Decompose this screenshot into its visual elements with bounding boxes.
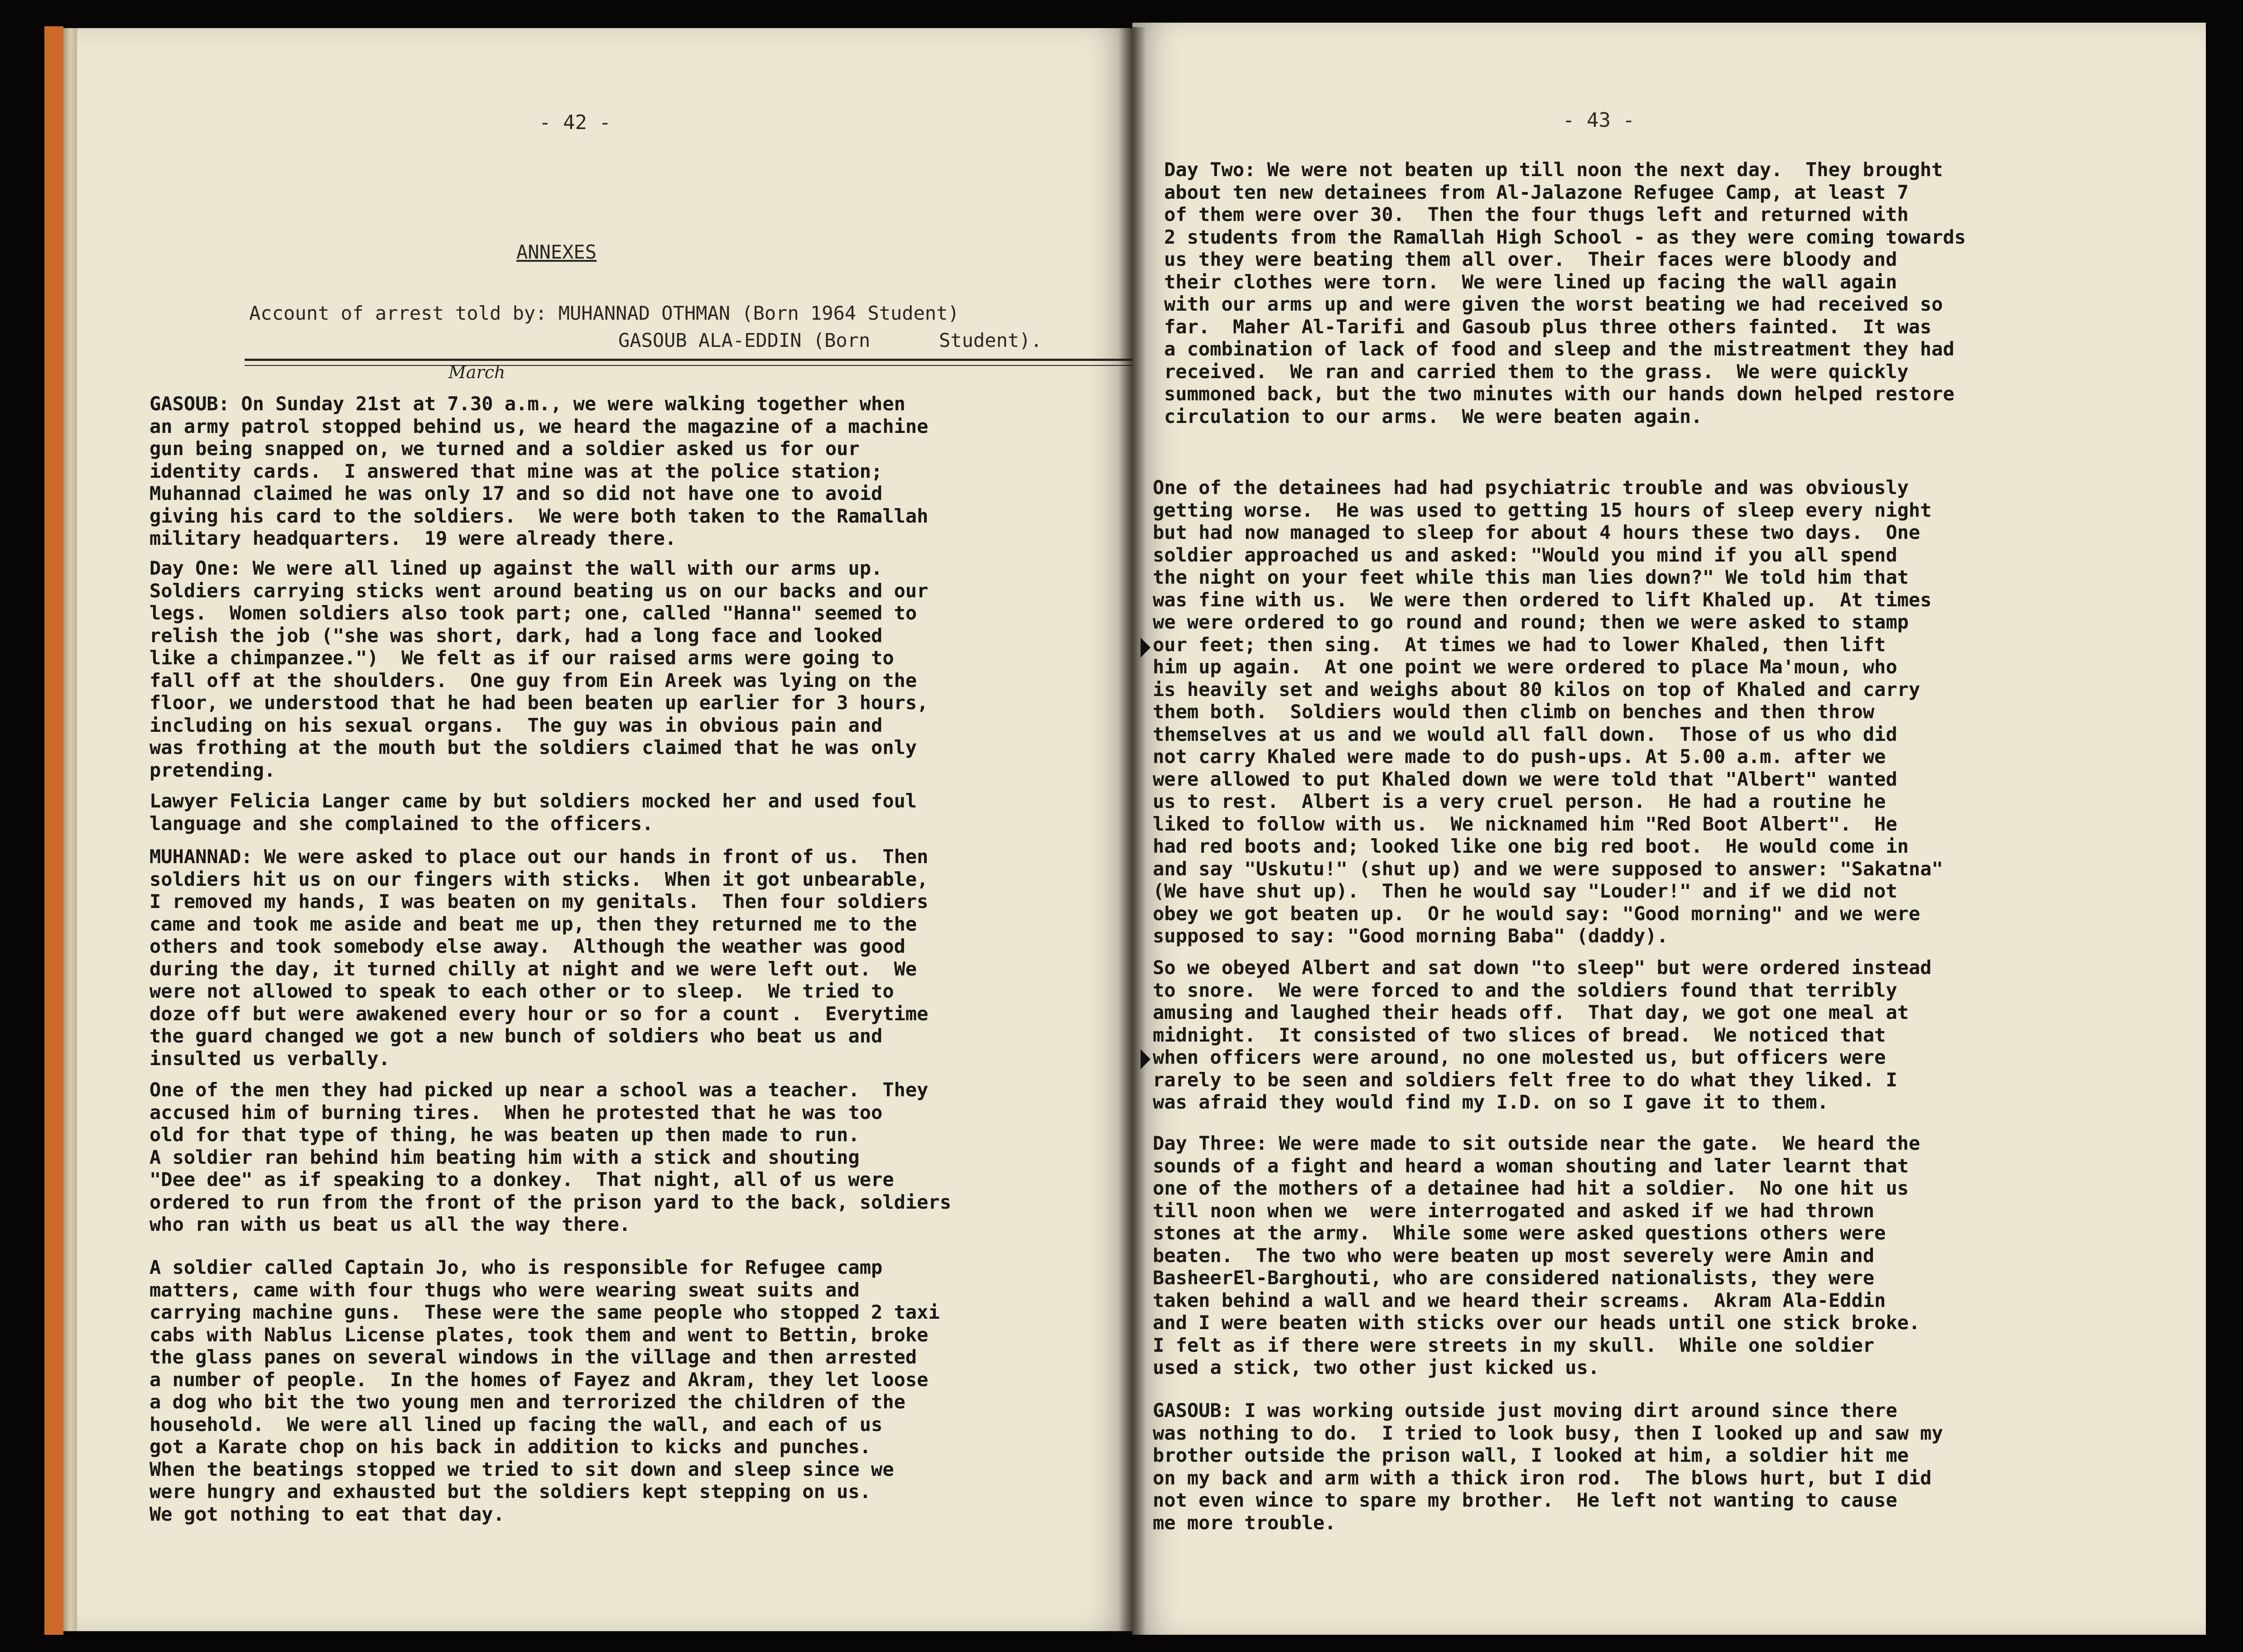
- right-page: [1132, 23, 2206, 1635]
- paragraph-day-one: Day One: We were all lined up against the wall with our arms up. Soldiers carrying sticks went around beating us on our backs and our legs. Women soldiers also took part; one, called "Hanna" seemed to relish the job ("she was short, dark, had a long face and looked like a chimpanzee.") We felt as if our raised arms were going to fall off at the shoulders. One guy from Ein Areek was lying on the floor, we understood that he had been beaten up earlier for 3 hours, including on his sexual organs. The guy was in obvious pain and was frothing at the mouth but the soldiers claimed that he was only pretending.: [149, 557, 929, 781]
- page-number: - 42 -: [539, 111, 611, 134]
- paragraph-day-three: Day Three: We were made to sit outside near the gate. We heard the sounds of a fight and heard a woman shouting and later learnt that one of the mothers of a detainee had hit a soldier. No one hit us till noon when we were interrogated and asked if we had thrown stones at the army. While some were asked questions others were beaten. The two who were beaten up most severely were Amin and BasheerEl-Barghouti, who are considered nationalists, they were taken behind a wall and we heard their screams. Akram Ala-Eddin and I were beaten with sticks over our heads until one stick broke. I felt as if there were streets in my skull. While one soldier used a stick, two other just kicked us.: [1153, 1132, 1921, 1378]
- left-page: [77, 28, 1132, 1631]
- paragraph-albert-snore: So we obeyed Albert and sat down "to sleep" but were ordered instead to snore. We were forced to and the soldiers found that terribly amusing and laughed their heads off. That day, we got one meal at midnight. It consisted of two slices of bread. We noticed that when officers were around, no one molested us, but officers were rarely to be seen and soldiers felt free to do what they liked. I was afraid they would find my I.D. on so I gave it to them.: [1153, 956, 1932, 1113]
- paragraph-lawyer: Lawyer Felicia Langer came by but soldiers mocked her and used foul language and she complained to the officers.: [149, 790, 917, 835]
- paragraph-captain-jo: A soldier called Captain Jo, who is responsible for Refugee camp matters, came with four thugs who were wearing sweat suits and carrying machine guns. These were the same people who stopped 2 taxi cabs with Nablus License plates, took them and went to Bettin, broke the glass panes on several windows in the village and then arrested a number of people. In the homes of Fayez and Akram, they let loose a dog who bit the two young men and terrorized the children of the household. We were all lined up facing the wall, and each of us got a Karate chop on his back in addition to kicks and punches. When the beatings stopped we tried to sit down and sleep since we were hungry and exhausted but the soldiers kept stepping on us. We got nothing to eat that day.: [149, 1256, 940, 1525]
- page-edges: [63, 28, 77, 1631]
- paragraph-muhannad: MUHANNAD: We were asked to place out our hands in front of us. Then soldiers hit us on our fingers with sticks. When it got unbearable, I removed my hands, I was beaten on my genitals. Then four soldiers came and took me aside and beat me up, then they returned me to the others and took somebody else away. Although the weather was good during the day, it turned chilly at night and we were left out. We were not allowed to speak to each other or to sleep. We tried to doze off but were awakened every hour or so for a count . Everytime the guard changed we got a new bunch of soldiers who beat us and insulted us verbally.: [149, 845, 929, 1070]
- heading-rule-thin: [245, 365, 1132, 366]
- paragraph-teacher: One of the men they had picked up near a school was a teacher. They accused him of burning tires. When he protested that he was too old for that type of thing, he was beaten up then made to run. A soldier ran behind him beating him with a stick and shouting "Dee dee" as if speaking to a donkey. That night, all of us were ordered to run from the front of the prison yard to the back, soldiers who ran with us beat us all the way there.: [149, 1079, 952, 1235]
- paragraph-detainee-khaled: One of the detainees had had psychiatric trouble and was obviously getting worse. He was used to getting 15 hours of sleep every night but had now managed to sleep for about 4 hours these two days. One soldier approached us and asked: "Would you mind if you all spend the night on your feet while this man lies down?" We told him that was fine with us. We were then ordered to lift Khaled up. At times we were ordered to go round and round; then we were asked to stamp our feet; then sing. At times we had to lower Khaled, then lift him up again. At one point we were ordered to place Ma'moun, who is heavily set and weighs about 80 kilos on top of Khaled and carry them both. Soldiers would then climb on benches and then throw themselves at us and we would all fall down. Those of us who did not carry Khaled were made to do push-ups. At 5.00 a.m. after we were allowed to put Khaled down we were told that "Albert" wanted us to rest. Albert is a very cruel person. He had a routine he liked to follow with us. We nicknamed him "Red Boot Albert". He had red boots and; looked like one big red boot. He would come in and say "Uskutu!" (shut up) and we were supposed to answer: "Sakatna" (We have shut up). Then he would say "Louder!" and if we did not obey we got beaten up. Or he would say: "Good morning" and we were supposed to say: "Good morning Baba" (daddy).: [1153, 476, 1943, 947]
- book-spine-edge: [44, 26, 63, 1635]
- account-line-2: GASOUB ALA-EDDIN (Born Student).: [618, 329, 1042, 351]
- paragraph-gasoub-brother: GASOUB: I was working outside just moving dirt around since there was nothing to do. I tried to look busy, then I looked up and saw my brother outside the prison wall, I looked at him, a soldier hit me on my back and arm with a thick iron rod. The blows hurt, but I did not even wince to spare my brother. He left not wanting to cause me more trouble.: [1153, 1399, 1943, 1534]
- paragraph-day-two: Day Two: We were not beaten up till noon the next day. They brought about ten new detainees from Al-Jalazone Refugee Camp, at least 7 of them were over 30. Then the four thugs left and returned with 2 students from the Ramallah High School - as they were coming towards us they were beating them all over. Their faces were bloody and their clothes were torn. We were lined up facing the wall again with our arms up and were given the worst beating we had received so far. Maher Al-Tarifi and Gasoub plus three others fainted. It was a combination of lack of food and sleep and the mistreatment they had received. We ran and carried them to the grass. We were quickly summoned back, but the two minutes with our hands down helped restore circulation to our arms. We were beaten again.: [1164, 158, 1966, 427]
- binding-gutter: [1119, 27, 1146, 1635]
- heading-rule: [245, 359, 1132, 361]
- page-number: - 43 -: [1563, 109, 1635, 132]
- annex-heading: ANNEXES: [516, 241, 597, 263]
- account-line-1: Account of arrest told by: MUHANNAD OTHMAN (Born 1964 Student): [249, 302, 959, 324]
- handwritten-annotation: March: [448, 362, 505, 382]
- paragraph-gasoub-intro: GASOUB: On Sunday 21st at 7.30 a.m., we were walking together when an army patrol stopped behind us, we heard the magazine of a machine gun being snapped on, we turned and a soldier asked us for our identity cards. I answered that mine was at the police station; Muhannad claimed he was only 17 and so did not have one to avoid giving his card to the soldiers. We were both taken to the Ramallah military headquarters. 19 were already there.: [149, 393, 929, 549]
